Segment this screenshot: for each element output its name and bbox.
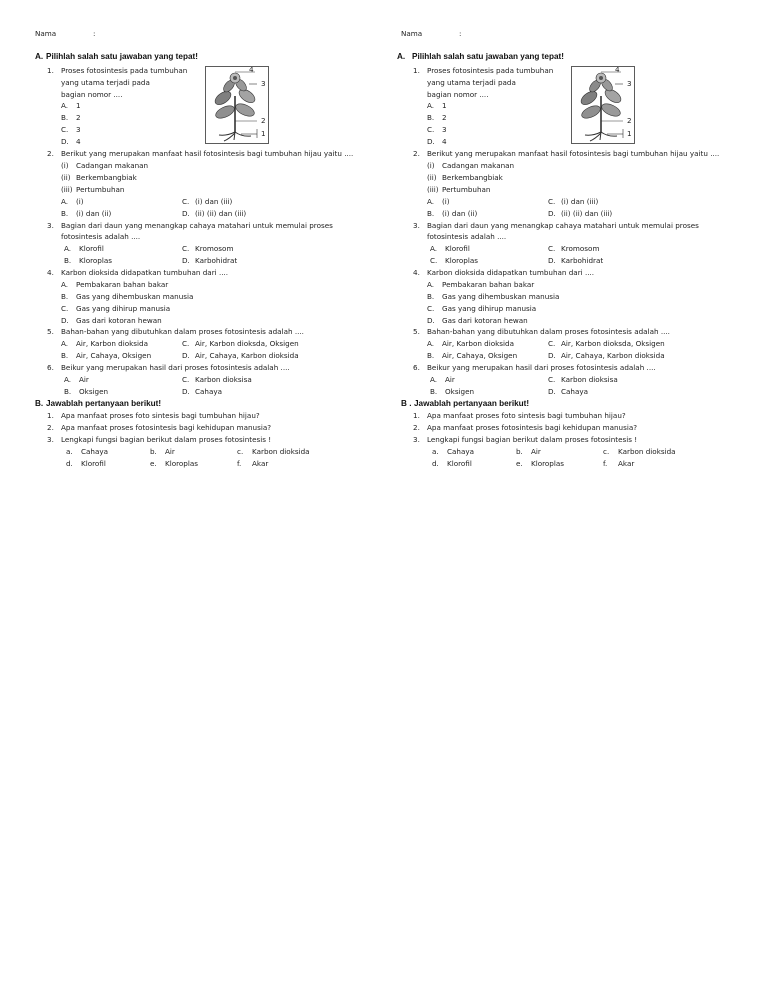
part-text: Cahaya — [81, 447, 109, 456]
q2-item-text: Pertumbuhan — [76, 185, 125, 194]
plant-illustration — [205, 66, 269, 144]
part-letter: a. — [432, 447, 439, 456]
q2-option-letter: C. — [548, 197, 556, 206]
q4-option-letter: A. — [427, 280, 435, 289]
essay-q-text: Lengkapi fungsi bagian berikut dalam proses fotosintesis ! — [427, 435, 638, 444]
essay-q-text: Apa manfaat proses fotosintesis bagi kehidupan manusia? — [61, 423, 272, 432]
q6-option-letter: A. — [64, 375, 72, 384]
q1-option-letter: D. — [61, 137, 69, 146]
q3-option-letter: C. — [182, 244, 190, 253]
worksheet-left — [0, 0, 360, 480]
q6-option-text: Oksigen — [445, 387, 475, 396]
q3-option-text: Klorofil — [445, 244, 470, 253]
q2-text: Berikut yang merupakan manfaat hasil fotosintesis bagi tumbuhan hijau yaitu .... — [427, 149, 720, 158]
q5-option-letter: C. — [548, 339, 556, 348]
q6-number: 6. — [413, 363, 420, 372]
part-letter: a. — [66, 447, 73, 456]
q5-option-text: Air, Karbon dioksida — [76, 339, 149, 348]
section-a-title: Pilihlah salah satu jawaban yang tepat! — [46, 52, 198, 61]
q3-option-letter: D. — [182, 256, 190, 265]
essay-q-number: 1. — [413, 411, 420, 420]
q3-option-text: Kromosom — [195, 244, 234, 253]
essay-q-number: 2. — [413, 423, 420, 432]
q3-option-letter: D. — [548, 256, 556, 265]
q3-option-letter: A. — [64, 244, 72, 253]
q1-option-letter: C. — [427, 125, 435, 134]
part-text: Air — [531, 447, 541, 456]
q5-number: 5. — [413, 327, 420, 336]
q1-number: 1. — [413, 66, 420, 75]
part-letter: f. — [603, 459, 608, 468]
section-b-title: Jawablah pertanyaan berikut! — [46, 399, 162, 408]
q3-option-letter: B. — [64, 256, 72, 265]
part-letter: c. — [603, 447, 610, 456]
q3-number: 3. — [413, 221, 420, 230]
q6-text: Beikur yang merupakan hasil dari proses fotosintesis adalah .... — [427, 363, 656, 372]
q5-option-letter: A. — [427, 339, 435, 348]
q5-option-letter: A. — [61, 339, 69, 348]
q6-option-text: Air — [445, 375, 455, 384]
q3-option-text: Karbohidrat — [195, 256, 238, 265]
q2-option-text: (i) dan (ii) — [442, 209, 478, 218]
q1-line: bagian nomor .... — [427, 90, 489, 99]
worksheet-right — [366, 0, 726, 480]
q5-option-text: Air, Cahaya, Oksigen — [76, 351, 152, 360]
q1-option-letter: C. — [61, 125, 69, 134]
q6-option-text: Oksigen — [79, 387, 109, 396]
q4-option-text: Pembakaran bahan bakar — [442, 280, 535, 289]
q6-option-letter: D. — [182, 387, 190, 396]
essay-q-number: 2. — [47, 423, 54, 432]
q5-option-letter: D. — [548, 351, 556, 360]
q3-number: 3. — [47, 221, 54, 230]
q1-option-text: 4 — [76, 137, 81, 146]
figure-label-2: 2 — [261, 116, 266, 125]
name-colon: : — [93, 29, 96, 38]
q6-option-letter: B. — [430, 387, 438, 396]
q1-option-letter: A. — [427, 101, 435, 110]
name-label: Nama — [35, 29, 57, 38]
part-letter: c. — [237, 447, 244, 456]
essay-q-text: Apa manfaat proses foto sintesis bagi tumbuhan hijau? — [427, 411, 626, 420]
q6-text: Beikur yang merupakan hasil dari proses fotosintesis adalah .... — [61, 363, 290, 372]
q3-option-letter: C. — [548, 244, 556, 253]
q2-item-num: (iii) — [61, 185, 73, 194]
q5-option-letter: D. — [182, 351, 190, 360]
q6-option-text: Air — [79, 375, 89, 384]
q4-option-letter: C. — [427, 304, 435, 313]
q1-line: bagian nomor .... — [61, 90, 123, 99]
q5-option-letter: C. — [182, 339, 190, 348]
q4-option-text: Pembakaran bahan bakar — [76, 280, 169, 289]
q3-line: Bagian dari daun yang menangkap cahaya matahari untuk memulai proses — [427, 221, 699, 230]
name-label: Nama — [401, 29, 423, 38]
part-text: Akar — [618, 459, 635, 468]
q5-text: Bahan-bahan yang dibutuhkan dalam proses fotosintesis adalah .... — [427, 327, 670, 336]
q2-item-num: (i) — [427, 161, 435, 170]
essay-q-number: 1. — [47, 411, 54, 420]
q2-number: 2. — [47, 149, 54, 158]
part-letter: d. — [432, 459, 439, 468]
q4-option-letter: B. — [427, 292, 435, 301]
part-letter: e. — [150, 459, 157, 468]
q4-option-text: Gas yang dihembuskan manusia — [442, 292, 560, 301]
q2-item-num: (iii) — [427, 185, 439, 194]
q2-item-num: (i) — [61, 161, 69, 170]
q5-number: 5. — [47, 327, 54, 336]
q5-option-letter: B. — [61, 351, 69, 360]
q4-option-text: Gas dari kotoran hewan — [442, 316, 528, 325]
q1-option-text: 4 — [442, 137, 447, 146]
plant-diagram-figure — [571, 66, 635, 144]
part-text: Klorofil — [447, 459, 472, 468]
q4-option-text: Gas dari kotoran hewan — [76, 316, 162, 325]
q2-number: 2. — [413, 149, 420, 158]
part-text: Kloroplas — [165, 459, 199, 468]
q3-option-text: Karbohidrat — [561, 256, 604, 265]
essay-q-number: 3. — [47, 435, 54, 444]
q5-option-text: Air, Karbon dioksda, Oksigen — [561, 339, 665, 348]
q6-option-text: Cahaya — [195, 387, 223, 396]
q1-option-text: 3 — [442, 125, 447, 134]
q3-line: fotosintesis adalah .... — [61, 232, 141, 241]
q2-item-text: Berkembangbiak — [76, 173, 137, 182]
q1-option-text: 1 — [442, 101, 447, 110]
essay-q-number: 3. — [413, 435, 420, 444]
q2-option-text: (i) — [442, 197, 450, 206]
q3-line: Bagian dari daun yang menangkap cahaya matahari untuk memulai proses — [61, 221, 333, 230]
q2-option-letter: A. — [427, 197, 435, 206]
q1-option-text: 2 — [76, 113, 81, 122]
part-text: Cahaya — [447, 447, 475, 456]
plant-illustration — [571, 66, 635, 144]
q1-line: Proses fotosintesis pada tumbuhan — [427, 66, 554, 75]
q4-text: Karbon dioksida didapatkan tumbuhan dari .... — [61, 268, 229, 277]
q1-option-letter: B. — [61, 113, 69, 122]
section-a-letter: A. — [397, 52, 406, 61]
q3-line: fotosintesis adalah .... — [427, 232, 507, 241]
q1-option-text: 1 — [76, 101, 81, 110]
q4-text: Karbon dioksida didapatkan tumbuhan dari .... — [427, 268, 595, 277]
figure-label-3: 3 — [261, 79, 266, 88]
q2-item-num: (ii) — [427, 173, 437, 182]
part-letter: e. — [516, 459, 523, 468]
q5-option-text: Air, Cahaya, Oksigen — [442, 351, 518, 360]
section-a-title: Pilihlah salah satu jawaban yang tepat! — [412, 52, 564, 61]
q4-option-letter: D. — [61, 316, 69, 325]
q4-option-letter: D. — [427, 316, 435, 325]
figure-label-1: 1 — [261, 129, 266, 138]
q6-option-letter: C. — [548, 375, 556, 384]
q6-option-letter: C. — [182, 375, 190, 384]
q2-option-letter: D. — [182, 209, 190, 218]
q4-option-letter: B. — [61, 292, 69, 301]
essay-q-text: Apa manfaat proses fotosintesis bagi kehidupan manusia? — [427, 423, 638, 432]
q1-option-letter: D. — [427, 137, 435, 146]
q3-option-text: Kloroplas — [445, 256, 479, 265]
part-text: Kloroplas — [531, 459, 565, 468]
q2-option-letter: A. — [61, 197, 69, 206]
part-text: Akar — [252, 459, 269, 468]
q5-option-text: Air, Karbon dioksda, Oksigen — [195, 339, 299, 348]
q6-option-text: Karbon dioksisa — [561, 375, 618, 384]
q2-option-text: (ii) (ii) dan (iii) — [561, 209, 613, 218]
section-b-title: Jawablah pertanyaan berikut! — [414, 399, 530, 408]
q2-option-text: (i) dan (ii) — [76, 209, 112, 218]
figure-label-1: 1 — [627, 129, 632, 138]
q5-option-text: Air, Karbon dioksida — [442, 339, 515, 348]
q5-text: Bahan-bahan yang dibutuhkan dalam proses fotosintesis adalah .... — [61, 327, 304, 336]
figure-label-2: 2 — [627, 116, 632, 125]
q2-option-letter: B. — [427, 209, 435, 218]
q2-item-text: Berkembangbiak — [442, 173, 503, 182]
q4-option-text: Gas yang dihirup manusia — [76, 304, 171, 313]
section-b-letter: B . — [401, 399, 412, 408]
q3-option-text: Klorofil — [79, 244, 104, 253]
q6-option-letter: B. — [64, 387, 72, 396]
q2-option-text: (i) dan (iii) — [561, 197, 599, 206]
q1-option-letter: A. — [61, 101, 69, 110]
q5-option-text: Air, Cahaya, Karbon dioksida — [561, 351, 665, 360]
part-text: Karbon dioksida — [252, 447, 310, 456]
part-letter: f. — [237, 459, 242, 468]
q2-option-letter: C. — [182, 197, 190, 206]
q5-option-letter: B. — [427, 351, 435, 360]
essay-q-text: Lengkapi fungsi bagian berikut dalam proses fotosintesis ! — [61, 435, 272, 444]
q6-option-text: Karbon dioksisa — [195, 375, 252, 384]
q3-option-letter: C. — [430, 256, 438, 265]
plant-diagram-figure — [205, 66, 269, 144]
q1-option-text: 3 — [76, 125, 81, 134]
part-text: Karbon dioksida — [618, 447, 676, 456]
q5-option-text: Air, Cahaya, Karbon dioksida — [195, 351, 299, 360]
q4-option-letter: A. — [61, 280, 69, 289]
figure-label-3: 3 — [627, 79, 632, 88]
section-a-letter: A. — [35, 52, 44, 61]
q3-option-text: Kromosom — [561, 244, 600, 253]
q4-option-text: Gas yang dihirup manusia — [442, 304, 537, 313]
part-text: Klorofil — [81, 459, 106, 468]
q2-option-text: (i) dan (iii) — [195, 197, 233, 206]
q1-option-text: 2 — [442, 113, 447, 122]
name-colon: : — [459, 29, 462, 38]
section-b-letter: B. — [35, 399, 44, 408]
part-letter: b. — [150, 447, 157, 456]
essay-q-text: Apa manfaat proses foto sintesis bagi tumbuhan hijau? — [61, 411, 260, 420]
q6-number: 6. — [47, 363, 54, 372]
q2-item-text: Cadangan makanan — [442, 161, 515, 170]
q1-line: Proses fotosintesis pada tumbuhan — [61, 66, 188, 75]
q4-number: 4. — [47, 268, 54, 277]
q6-option-text: Cahaya — [561, 387, 589, 396]
q2-option-letter: D. — [548, 209, 556, 218]
q6-option-letter: D. — [548, 387, 556, 396]
part-text: Air — [165, 447, 175, 456]
q2-item-text: Pertumbuhan — [442, 185, 491, 194]
figure-label-4: 4 — [615, 65, 620, 74]
q2-option-letter: B. — [61, 209, 69, 218]
q3-option-letter: A. — [430, 244, 438, 253]
q1-number: 1. — [47, 66, 54, 75]
q3-option-text: Kloroplas — [79, 256, 113, 265]
q2-item-text: Cadangan makanan — [76, 161, 149, 170]
part-letter: d. — [66, 459, 73, 468]
q2-option-text: (ii) (ii) dan (iii) — [195, 209, 247, 218]
figure-label-4: 4 — [249, 65, 254, 74]
q6-option-letter: A. — [430, 375, 438, 384]
q4-option-text: Gas yang dihembuskan manusia — [76, 292, 194, 301]
q1-line: yang utama terjadi pada — [427, 78, 516, 87]
q2-text: Berikut yang merupakan manfaat hasil fotosintesis bagi tumbuhan hijau yaitu .... — [61, 149, 354, 158]
q1-option-letter: B. — [427, 113, 435, 122]
q4-option-letter: C. — [61, 304, 69, 313]
q1-line: yang utama terjadi pada — [61, 78, 150, 87]
part-letter: b. — [516, 447, 523, 456]
q2-option-text: (i) — [76, 197, 84, 206]
q4-number: 4. — [413, 268, 420, 277]
q2-item-num: (ii) — [61, 173, 71, 182]
